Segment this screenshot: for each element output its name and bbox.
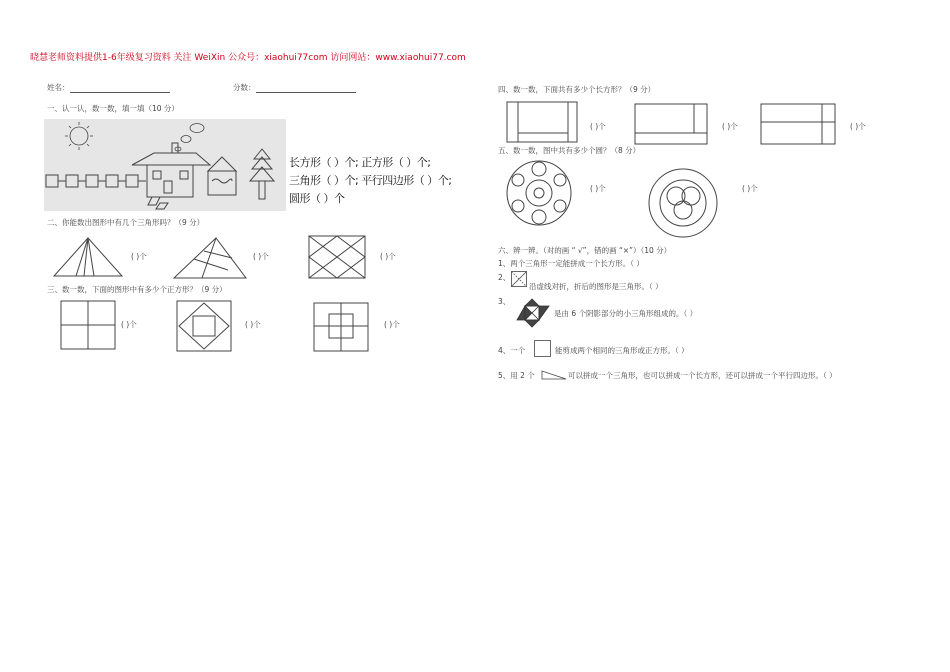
s5-figure-2 [648,168,718,238]
s6-question-1: 1、两个三角形一定能拼成一个长方形。（ ） [498,259,644,268]
s3-blank-2: ( )个 [245,320,261,329]
s4-blank-2: ( )个 [722,122,738,131]
section1-line2: 三角形（ ）个; 平行四边形（ ）个; [289,174,452,187]
score-label: 分数： [233,83,256,92]
section3-title: 三、数一数，下面的图形中有多少个正方形？（9 分） [47,285,227,294]
s6-q5-prefix: 5、用 2 个 [498,371,535,380]
s4-blank-1: ( )个 [590,122,606,131]
s6-q5-triangle [541,370,567,380]
name-label: 姓名： [47,83,70,92]
s6-q3-figure [515,298,551,328]
section1-line1: 长方形（ ）个; 正方形（ ）个; [289,156,431,169]
section1-picture [44,119,286,211]
s2-figure-3 [308,235,366,279]
s5-figure-1 [506,160,572,226]
section5-title: 五、数一数，图中共有多少个圆？（8 分） [498,146,641,155]
score-field [233,82,356,93]
s6-q3-number: 3、 [498,297,511,306]
score-underline [256,84,356,93]
s4-figure-3 [760,103,836,145]
section4-title: 四、数一数，下面共有多少个长方形？（9 分） [498,85,656,94]
header-banner: 晓慧老师资料提供1-6年级复习资料 关注 WeiXin 公众号：xiaohui77com 访问网站：www.xiaohui77.com [30,53,466,63]
s4-blank-3: ( )个 [850,122,866,131]
s6-question-5: 可以拼成一个三角形，也可以拼成一个长方形，还可以拼成一个平行四边形。（ ） [568,371,837,380]
s6-question-3: 是由 6 个阴影部分的小三角形组成的。（ ） [554,309,698,318]
s6-question-4: 能剪成两个相同的三角形或正方形。（ ） [555,346,689,355]
section6-title: 六、辨一辨。（对的画 “ √”，错的画 “×”）（10 分） [498,246,672,255]
s4-figure-2 [634,103,708,145]
s2-figure-1 [52,236,124,278]
s2-blank-1: ( )个 [131,252,147,261]
s6-q2-fold-square [511,271,527,287]
s5-blank-2: ( )个 [742,184,758,193]
s2-blank-3: ( )个 [380,252,396,261]
s5-blank-1: ( )个 [590,184,606,193]
section2-title: 二、你能数出图形中有几个三角形吗？（9 分） [47,218,205,227]
s6-question-2: 沿虚线对折，折后的图形是三角形。（ ） [529,282,663,291]
section1-line3: 圆形（ ）个 [289,192,345,205]
s6-q2-number: 2、 [498,273,511,282]
name-underline [70,84,170,93]
s4-figure-1 [506,101,578,143]
section1-title: 一、认一认，数一数，填一填（10 分） [47,104,179,113]
s3-figure-2 [176,300,232,352]
s6-q4-square [534,340,551,357]
s3-figure-1 [60,300,116,350]
s3-blank-3: ( )个 [384,320,400,329]
s2-figure-2 [172,236,248,280]
name-field [47,82,170,93]
s3-figure-3 [313,302,369,352]
s2-blank-2: ( )个 [253,252,269,261]
s3-blank-1: ( )个 [121,320,137,329]
s6-q4-prefix: 4、一个 [498,346,526,355]
